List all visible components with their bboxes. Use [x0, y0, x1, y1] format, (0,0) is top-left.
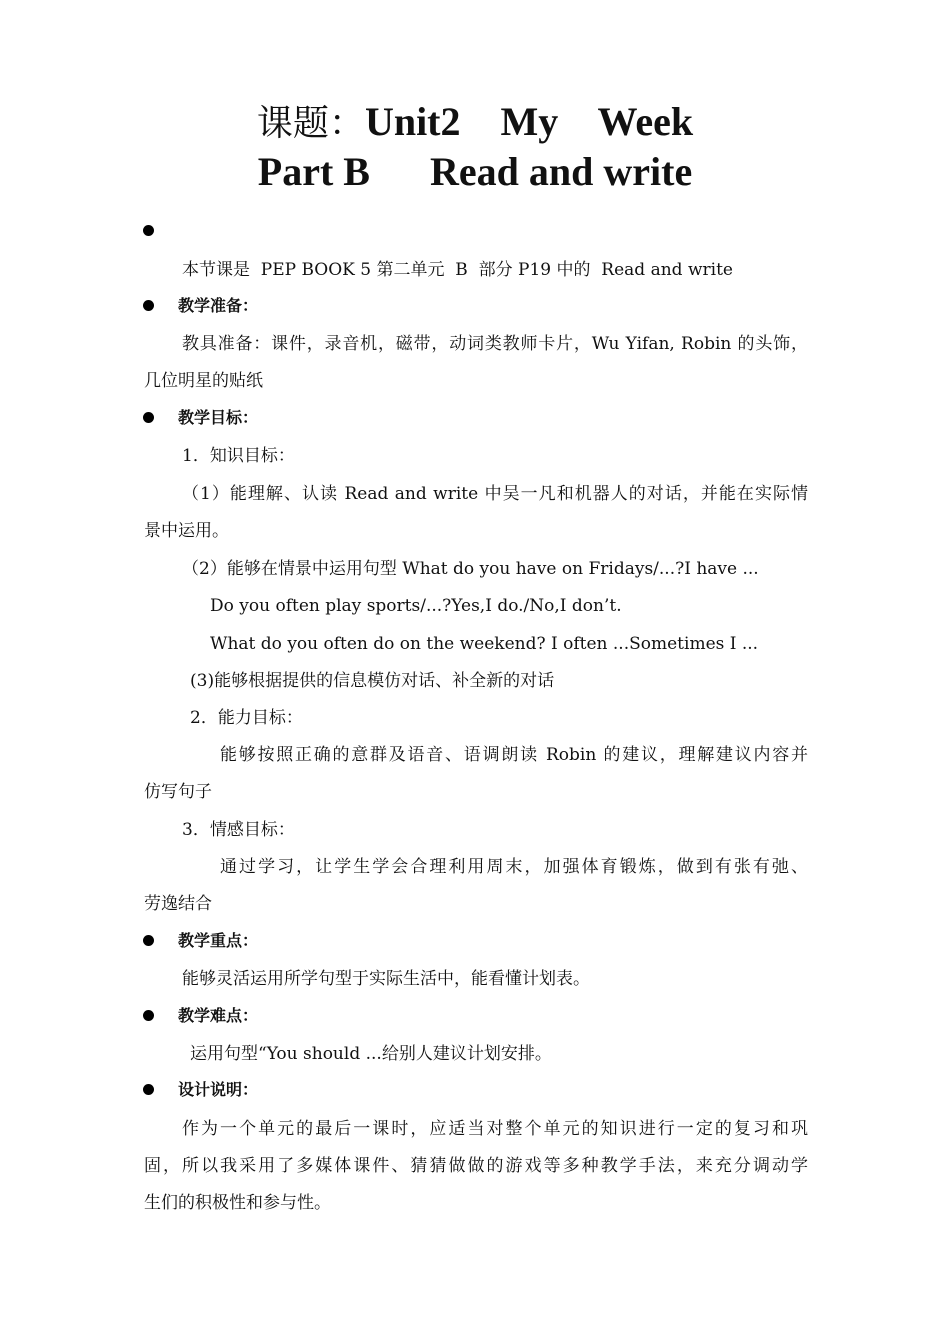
key-text: 能够灵活运用所学句型于实际生活中，能看懂计划表。 — [182, 969, 590, 989]
goal3-text-line-2: 劳逸结合 — [144, 894, 212, 914]
goal2-title: 2．能力目标： — [190, 708, 303, 728]
goal1-item2: （2）能够在情景中运用句型 What do you have on Fridays/...?I have ... — [182, 559, 759, 579]
goals-heading: 教学目标： — [178, 408, 259, 427]
goal1-item2-line-3: What do you often do on the weekend? I often ...Sometimes I ... — [210, 634, 759, 654]
lesson-title-line-1 — [0, 98, 950, 148]
design-heading: 设计说明： — [178, 1080, 259, 1099]
prep-text-line-2: 几位明星的贴纸 — [144, 371, 263, 391]
bullet-icon — [143, 300, 154, 311]
bullet-icon — [143, 225, 154, 236]
lesson-title-line-2: Part B Read and write — [257, 149, 693, 194]
goal2-text-line-1: 能够按照正确的意群及语音、语调朗读 Robin 的建议，理解建议内容并 — [220, 745, 808, 765]
goal1-item3: (3)能够根据提供的信息模仿对话、补全新的对话 — [190, 671, 555, 691]
prep-text-line-1: 教具准备：课件，录音机，磁带，动词类教师卡片，Wu Yifan, Robin 的头饰， — [182, 334, 808, 354]
bullet-icon — [143, 1084, 154, 1095]
intro-text: 本节课是 PEP BOOK 5 第二单元 B 部分 P19 中的 Read and write — [182, 260, 733, 280]
bullet-icon — [143, 1010, 154, 1021]
title-separator: ： — [328, 103, 365, 144]
difficulty-heading: 教学难点： — [178, 1006, 259, 1025]
design-text-line-2: 固，所以我采用了多媒体课件、猜猜做做的游戏等多种教学手法，来充分调动学 — [144, 1156, 808, 1176]
title-prefix: 课题 — [256, 103, 329, 144]
goal3-title: 3．情感目标： — [182, 820, 295, 840]
design-text-line-1: 作为一个单元的最后一课时，应适当对整个单元的知识进行一定的复习和巩 — [182, 1119, 808, 1139]
title-unit: Unit2 My Week — [364, 99, 694, 144]
goal1-title: 1．知识目标： — [182, 446, 295, 466]
goal1-item1-line-1: （1）能理解、认读 Read and write 中吴一凡和机器人的对话，并能在实际情 — [182, 484, 808, 504]
prep-heading: 教学准备： — [178, 296, 259, 315]
goal1-item2-line-2: Do you often play sports/...?Yes,I do./No,I don’t. — [210, 596, 622, 616]
goal1-item1-line-2: 景中运用。 — [144, 521, 229, 541]
bullet-icon — [143, 935, 154, 946]
difficulty-text: 运用句型“You should ...给别人建议计划安排。 — [190, 1044, 552, 1064]
goal3-text-line-1: 通过学习，让学生学会合理利用周末，加强体育锻炼，做到有张有弛、 — [220, 857, 808, 877]
bullet-icon — [143, 412, 154, 423]
key-heading: 教学重点： — [178, 931, 259, 950]
goal2-text-line-2: 仿写句子 — [144, 782, 212, 802]
design-text-line-3: 生们的积极性和参与性。 — [144, 1193, 331, 1213]
